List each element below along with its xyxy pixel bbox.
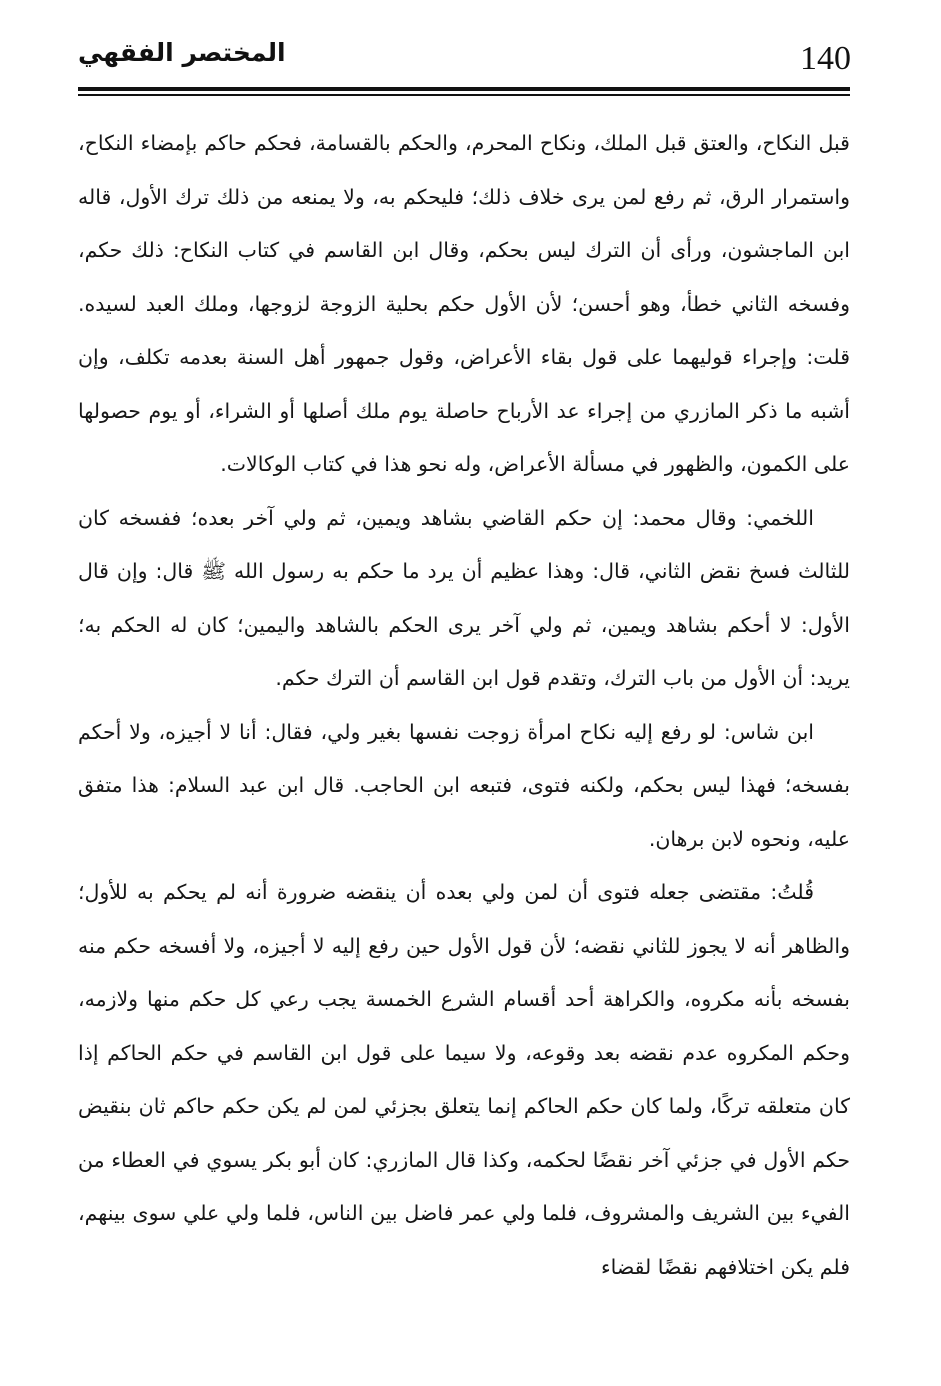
page-header bbox=[78, 36, 850, 88]
header-rule-thick bbox=[78, 87, 850, 91]
paragraph-3: ابن شاس: لو رفع إليه نكاح امرأة زوجت نفسها بغير ولي، فقال: أنا لا أجيزه، ولا أحكم بفسخه؛ فهذا ليس بحكم، ولكنه فتوى، فتبعه ابن الحاجب. قال ابن عبد السلام: هذا متفق عليه، ونحوه لابن برهان. bbox=[78, 719, 850, 851]
header-rule-thin bbox=[78, 94, 850, 96]
running-title: المختصر الفقهي bbox=[78, 38, 286, 67]
body-text bbox=[78, 117, 850, 1294]
paragraph-1: قبل النكاح، والعتق قبل الملك، ونكاح المحرم، والحكم بالقسامة، فحكم حاكم بإمضاء النكاح، واستمرار الرق، ثم رفع لمن يرى خلاف ذلك؛ فليحكم به، ولا يمنعه من ذلك ترك الأول، قاله ابن الماجشون، ورأى أن الترك ليس بحكم، وقال ابن القاسم في كتاب النكاح: ذلك حكم، وفسخه الثاني خطأ، وهو أحسن؛ لأن الأول حكم بحلية الزوجة لزوجها، وملك العبد لسيده. قلت: وإجراء قوليهما على قول بقاء الأعراض، وقول جمهور أهل السنة بعدمه تكلف، وإن أشبه ما ذكر المازري من إجراء عد الأرباح حاصلة يوم ملك أصلها أو الشراء، أو يوم حصولها على الكمون، والظهور في مسألة الأعراض، وله نحو هذا في كتاب الوكالات. bbox=[78, 131, 850, 476]
paragraph-4: قُلتُ: مقتضى جعله فتوى أن لمن ولي بعده أن ينقضه ضرورة أنه لم يحكم به للأول؛ والظاهر أنه لا يجوز للثاني نقضه؛ لأن قول الأول حين رفع إليه لا أجيزه، ولا أفسخه حكم منه بفسخه بأنه مكروه، والكراهة أحد أقسام الشرع الخمسة يجب رعي كل حكم منها ولازمه، وحكم المكروه عدم نقضه بعد وقوعه، ولا سيما على قول ابن القاسم في حكم الحاكم إذا كان متعلقه تركًا، ولما كان حكم الحاكم إنما يتعلق بجزئي لمن لم يكن حكم حاكم ثان بنقيض حكم الأول في جزئي آخر نقضًا لحكمه، وكذا قال المازري: كان أبو بكر يسوي في العطاء من الفيء بين الشريف والمشروف، فلما ولي عمر فاضل بين الناس، فلما ولي علي سوى بينهم، فلم يكن اختلافهم نقضًا لقضاء bbox=[78, 880, 850, 1279]
paragraph-2: اللخمي: وقال محمد: إن حكم القاضي بشاهد ويمين، ثم ولي آخر بعده؛ ففسخه كان للثالث فسخ نقض الثاني، قال: وهذا عظيم أن يرد ما حكم به رسول الله ﷺ قال: وإن قال الأول: لا أحكم بشاهد ويمين، ثم ولي آخر يرى الحكم بالشاهد واليمين؛ كان له الحكم به؛ يريد: أن الأول من باب الترك، وتقدم قول ابن القاسم أن الترك حكم. bbox=[78, 505, 850, 690]
page-number: 140 bbox=[800, 40, 851, 77]
